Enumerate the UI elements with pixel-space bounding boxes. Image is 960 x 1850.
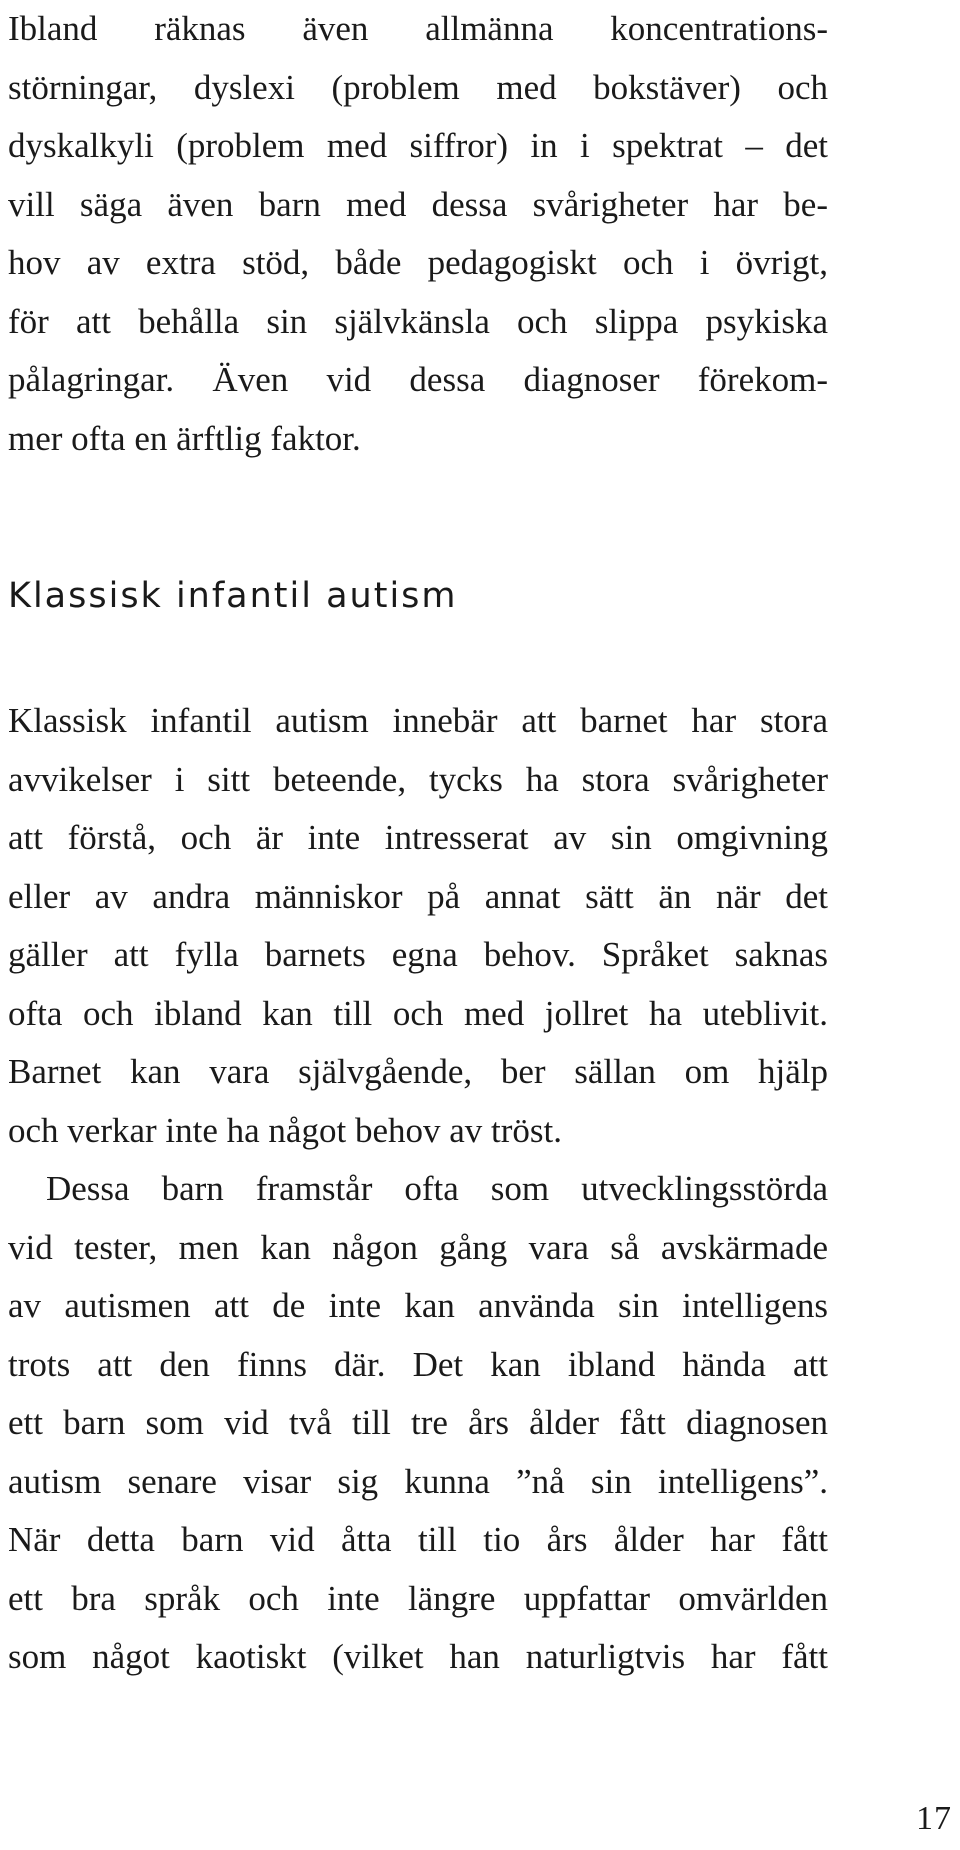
text-line: ett barn som vid två till tre års ålder fått diagnosen bbox=[8, 1403, 828, 1442]
text-line: Ibland räknas även allmänna koncentrations- bbox=[8, 9, 828, 48]
text-line: dyskalkyli (problem med siffror) in i spektrat – det bbox=[8, 126, 828, 165]
page-number: 17 bbox=[916, 1800, 952, 1837]
text-line: Barnet kan vara självgående, ber sällan om hjälp bbox=[8, 1052, 828, 1091]
text-line: att förstå, och är inte intresserat av sin omgivning bbox=[8, 818, 828, 857]
text-line: ofta och ibland kan till och med jollret ha uteblivit. bbox=[8, 993, 828, 1033]
text-line: pålagringar. Även vid dessa diagnoser förekom- bbox=[8, 360, 828, 399]
section-heading: Klassisk infantil autism bbox=[8, 576, 458, 616]
text-line: ett bra språk och inte längre uppfattar omvärlden bbox=[8, 1578, 828, 1618]
text-line: avvikelser i sitt beteende, tycks ha stora svårigheter bbox=[8, 759, 828, 799]
section-paragraph-1 bbox=[8, 692, 828, 1160]
text-line: störningar, dyslexi (problem med bokstäver) och bbox=[8, 67, 828, 107]
text-line: hov av extra stöd, både pedagogiskt och i övrigt, bbox=[8, 243, 828, 282]
section-paragraph-2 bbox=[8, 1160, 828, 1687]
text-line: av autismen att de inte kan använda sin intelligens bbox=[8, 1286, 828, 1325]
text-line: När detta barn vid åtta till tio års ålder har fått bbox=[8, 1520, 828, 1559]
text-line: gäller att fylla barnets egna behov. Språket saknas bbox=[8, 935, 828, 974]
text-line: autism senare visar sig kunna ”nå sin intelligens”. bbox=[8, 1461, 828, 1501]
text-line: Klassisk infantil autism innebär att barnet har stora bbox=[8, 701, 828, 740]
text-line: trots att den finns där. Det kan ibland hända att bbox=[8, 1344, 828, 1384]
intro-paragraph bbox=[8, 0, 828, 468]
text-line: som något kaotiskt (vilket han naturligtvis har fått bbox=[8, 1637, 828, 1676]
text-line: vid tester, men kan någon gång vara så avskärmade bbox=[8, 1227, 828, 1267]
text-line: eller av andra människor på annat sätt än när det bbox=[8, 876, 828, 916]
text-line: och verkar inte ha något behov av tröst. bbox=[8, 1110, 562, 1150]
text-line: för att behålla sin självkänsla och slippa psykiska bbox=[8, 301, 828, 341]
text-line: vill säga även barn med dessa svårigheter har be- bbox=[8, 184, 828, 224]
text-line: Dessa barn framstår ofta som utvecklingsstörda bbox=[46, 1169, 828, 1208]
text-line: mer ofta en ärftlig faktor. bbox=[8, 418, 361, 458]
